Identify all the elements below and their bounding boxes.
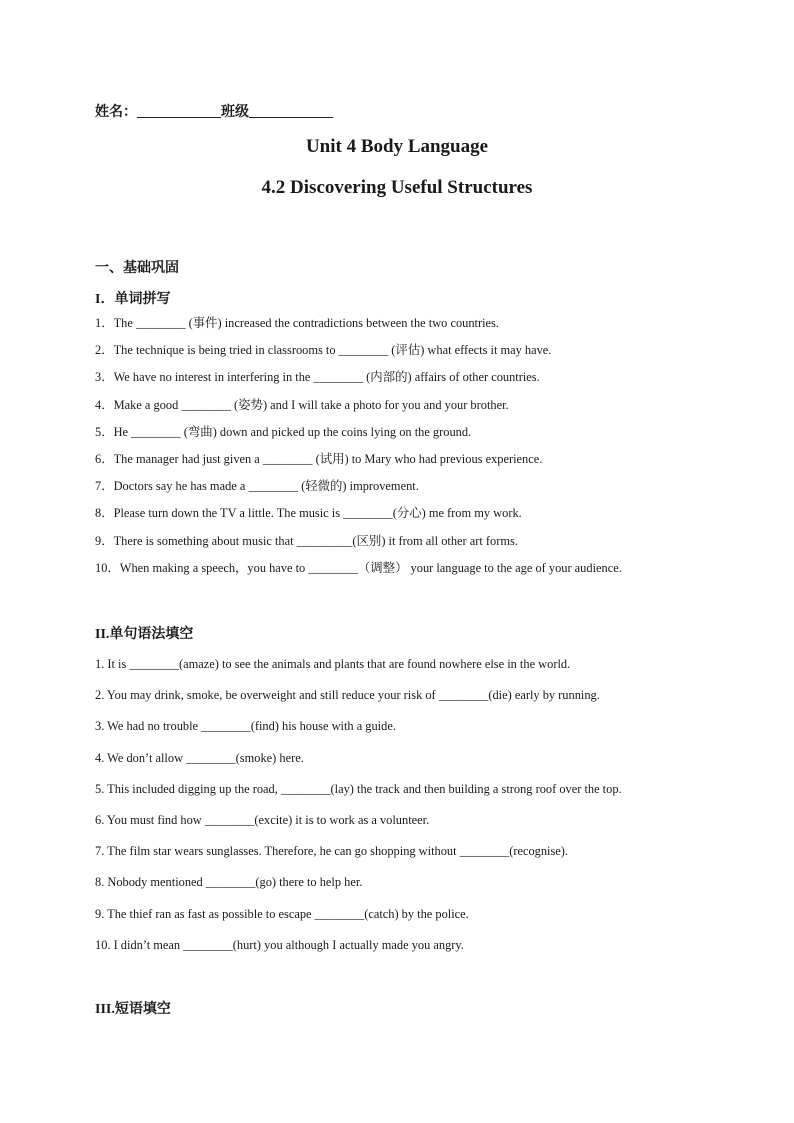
list-item: 4．Make a good ________ (姿势) and I will take a photo for you and your brother. bbox=[95, 397, 509, 412]
list-item: 2．The technique is being tried in classrooms to ________ (评估) what effects it may have. bbox=[95, 343, 552, 358]
list-item: 1. It is ________(amaze) to see the animals and plants that are found nowhere else in the world. bbox=[95, 657, 571, 671]
list-item: 8．Please turn down the TV a little. The music is ________(分心) me from my work. bbox=[95, 506, 522, 521]
list-item: 5. This included digging up the road, ________(lay) the track and then building a strong roof over the top. bbox=[95, 781, 622, 796]
list-item: 3. We had no trouble ________(find) his house with a guide. bbox=[95, 719, 396, 734]
list-item: 10. I didn’t mean ________(hurt) you although I actually made you angry. bbox=[95, 937, 464, 952]
basic-consolidation-heading: 一、基础巩固 bbox=[95, 261, 179, 276]
list-item: 4. We don’t allow ________(smoke) here. bbox=[95, 750, 304, 765]
list-item: 5．He ________ (弯曲) down and picked up the coins lying on the ground. bbox=[95, 424, 472, 439]
list-item: 9．There is something about music that _________(区别) it from all other art forms. bbox=[95, 533, 518, 548]
grammar-fill-list bbox=[95, 655, 622, 967]
phrase-fill-heading: III.短语填空 bbox=[95, 1002, 171, 1017]
list-item: 6. You must find how ________(excite) it is to work as a volunteer. bbox=[95, 812, 430, 827]
list-item: 7. The film star wears sunglasses. Therefore, he can go shopping without ________(recognise). bbox=[95, 844, 569, 859]
list-item: 10．When making a speech，you have to ________（调整） your language to the age of your audience. bbox=[95, 560, 622, 575]
word-spelling-heading: I．单词拼写 bbox=[95, 292, 171, 307]
list-item: 3．We have no interest in interfering in the ________ (内部的) affairs of other countries. bbox=[95, 370, 540, 385]
name-class-line: 姓名：____________班级____________ bbox=[95, 105, 333, 120]
list-item: 6．The manager had just given a ________ (试用) to Mary who had previous experience. bbox=[95, 451, 543, 466]
word-spelling-list bbox=[95, 314, 622, 586]
list-item: 7．Doctors say he has made a ________ (轻微的) improvement. bbox=[95, 479, 419, 494]
list-item: 1．The ________ (事件) increased the contradictions between the two countries. bbox=[95, 316, 499, 330]
list-item: 9. The thief ran as fast as possible to escape ________(catch) by the police. bbox=[95, 906, 469, 921]
grammar-fill-heading: II.单句语法填空 bbox=[95, 627, 194, 642]
unit-title: Unit 4 Body Language bbox=[305, 136, 489, 157]
list-item: 8. Nobody mentioned ________(go) there to help her. bbox=[95, 875, 363, 890]
list-item: 2. You may drink, smoke, be overweight and still reduce your risk of ________(die) early by running. bbox=[95, 688, 600, 703]
lesson-title: 4.2 Discovering Useful Structures bbox=[261, 177, 533, 198]
